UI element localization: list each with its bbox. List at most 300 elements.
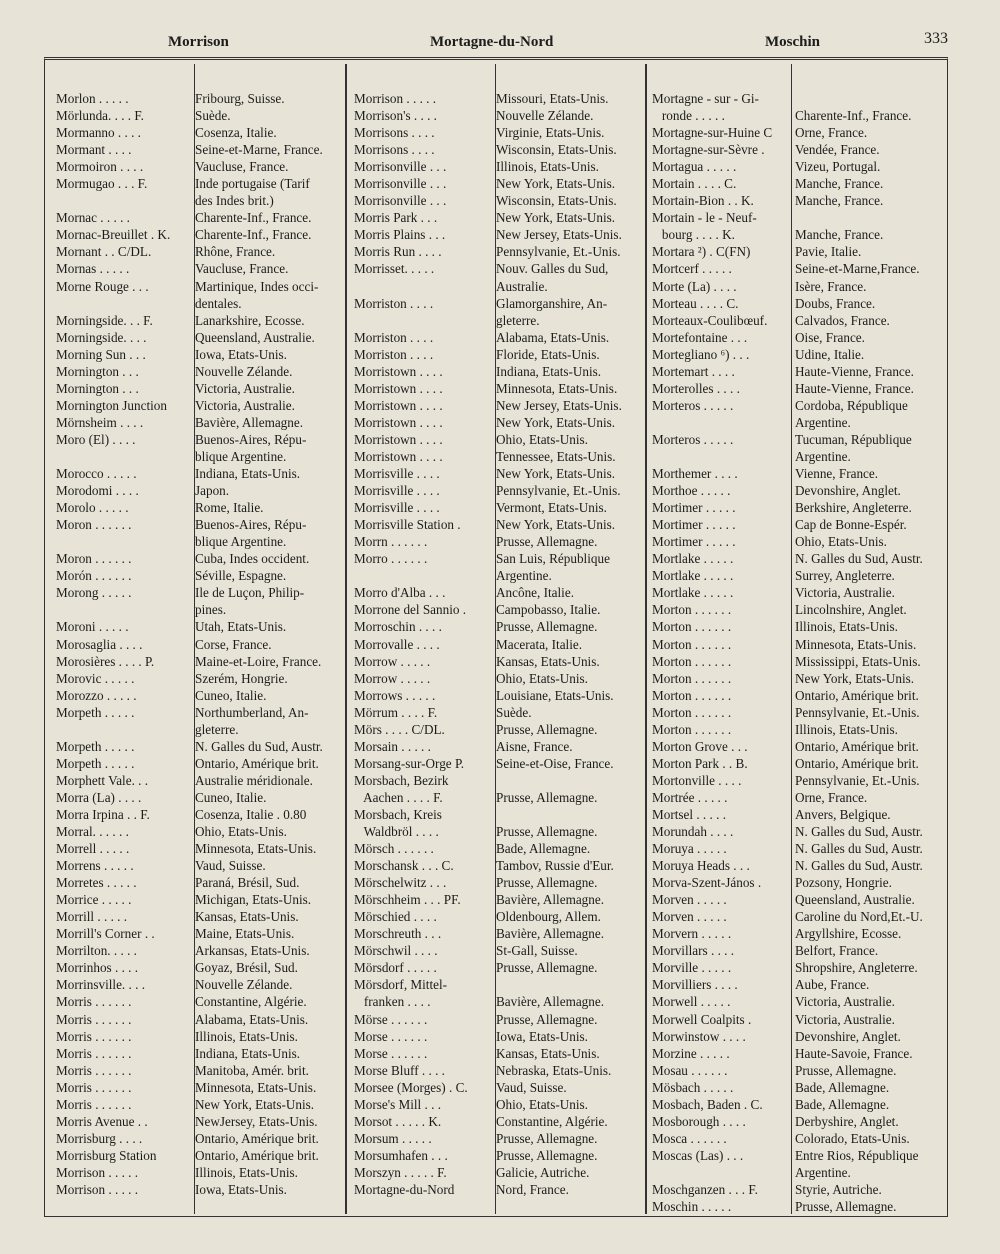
place-name [652,1164,795,1181]
place-name: Morton Park . . B. [652,755,748,771]
place-location: Prusse, Allemagne. [496,960,598,976]
place-location: Argentine. [496,568,552,584]
place-location: Caroline du Nord,Et.-U. [795,909,923,925]
list-item [56,670,344,687]
list-item [56,584,344,601]
place-location: Vaucluse, France. [195,159,289,175]
list-item [56,840,344,857]
place-location: Vienne, France. [795,466,879,482]
list-item [354,448,644,465]
place-location: Prusse, Allemagne. [496,824,598,840]
place-name [56,192,195,209]
list-item [652,124,944,141]
place-name: Aachen . . . . F. [354,789,443,805]
place-location: Szerém, Hongrie. [195,670,288,686]
place-location: Michigan, Etats-Unis. [195,892,312,908]
place-name: Mortimer . . . . . [652,517,736,533]
place-location: Nouvelle Zélande. [496,108,594,124]
place-name: Morton . . . . . . [652,721,732,737]
place-name: Moschin . . . . . [652,1199,732,1215]
list-item [652,721,944,738]
place-location: Aisne, France. [496,738,573,754]
place-location: Indiana, Etats-Unis. [496,363,602,379]
place-name: Morón . . . . . . [56,568,132,584]
place-location: Rome, Italie. [195,500,264,516]
place-location: Inde portugaise (Tarif [195,176,310,192]
list-item [652,346,944,363]
list-item [354,1181,644,1198]
place-name: Morne Rouge . . . [56,278,149,294]
list-item [652,670,944,687]
list-item [354,192,644,209]
list-item [56,397,344,414]
place-location: Australie méridionale. [195,772,313,788]
list-item [56,278,344,295]
place-name: Mörs . . . . C/DL. [354,721,445,737]
place-name: Morrell . . . . . [56,841,130,857]
place-name: Mortain - le - Neuf- [652,210,757,226]
place-location: Illinois, Etats-Unis. [795,721,898,737]
place-location [795,209,944,226]
running-head-center: Mortagne-du-Nord [430,34,554,50]
list-item [652,959,944,976]
place-location: Bavière, Allemagne. [496,892,605,908]
place-location: New York, Etats-Unis. [496,210,616,226]
place-name: Morrone del Sannio . [354,602,467,618]
place-name: Mortagne-sur-Sèvre . [652,142,765,158]
list-item [56,687,344,704]
place-name: Morvillars . . . . [652,943,735,959]
place-name: Morris Plains . . . [354,227,446,243]
place-name [56,721,195,738]
place-name: Morrisville . . . . [354,466,440,482]
place-location: Pennsylvanie, Et.-Unis. [496,483,621,499]
place-location: des Indes brit.) [195,193,274,209]
list-item [354,738,644,755]
place-name: Mortagne - sur - Gi- [652,91,759,106]
place-location: Minnesota, Etats-Unis. [496,380,618,396]
place-name: Morse's Mill . . . [354,1096,442,1112]
place-location: Kansas, Etats-Unis. [496,1045,600,1061]
place-location: Paraná, Brésil, Sud. [195,875,300,891]
place-name: Morpeth . . . . . [56,755,135,771]
place-name [652,414,795,431]
list-item [354,107,644,124]
place-location: Devonshire, Anglet. [795,483,901,499]
list-item [56,329,344,346]
list-item [56,874,344,891]
place-name: Morvern . . . . . [652,926,732,942]
place-name: Morning Sun . . . [56,346,146,362]
place-name: Morristown . . . . [354,380,443,396]
list-item [354,141,644,158]
page-number: 333 [924,30,948,47]
list-item [56,1062,344,1079]
place-name: Morrison . . . . . [56,1182,139,1197]
place-location: Tucuman, République [795,431,912,447]
place-location [496,772,644,789]
list-item [652,687,944,704]
list-item [56,823,344,840]
place-name: Mörsdorf . . . . . [354,960,437,976]
list-item [56,448,344,465]
list-item [652,789,944,806]
place-location: Doubs, France. [795,295,876,311]
place-location: Vendée, France. [795,142,880,158]
place-location: Suède. [195,108,231,124]
list-item [652,295,944,312]
place-location: New York, Etats-Unis. [496,466,616,482]
list-item [354,295,644,312]
place-name: Moroni . . . . . [56,619,129,635]
list-item [56,465,344,482]
place-name: Mortemart . . . . [652,363,735,379]
place-name: Morterolles . . . . [652,380,740,396]
place-name: Morrisset. . . . . [354,261,435,277]
place-name: Morrice . . . . . [56,892,132,908]
place-location: Australie. [496,278,548,294]
list-item [652,260,944,277]
place-location: Oldenbourg, Allem. [496,909,601,925]
place-name: Morse . . . . . . [354,1045,428,1061]
list-item [652,141,944,158]
list-item [652,993,944,1010]
place-location: Prusse, Allemagne. [496,619,598,635]
list-item [354,124,644,141]
place-name: Mortrée . . . . . [652,789,728,805]
place-name [652,448,795,465]
place-location: gleterre. [195,721,239,737]
list-item [652,567,944,584]
place-location [496,806,644,823]
place-location: Fribourg, Suisse. [195,91,285,106]
place-location: Manche, France. [795,176,884,192]
list-item [354,1045,644,1062]
place-name: Morsang-sur-Orge P. [354,755,465,771]
list-item [652,925,944,942]
place-name: Mortegliano ⁶) . . . [652,346,750,362]
list-item [354,1130,644,1147]
place-name: Mornac-Breuillet . K. [56,227,171,243]
place-location: Vaucluse, France. [195,261,289,277]
place-name: Morral. . . . . . [56,824,129,840]
place-location: Martinique, Indes occi- [195,278,319,294]
list-item [354,1028,644,1045]
list-item [56,346,344,363]
place-location: Indiana, Etats-Unis. [195,1045,301,1061]
list-item [56,925,344,942]
list-item [652,329,944,346]
list-item [354,90,644,107]
place-location: Maine, Etats-Unis. [195,926,295,942]
list-item [56,738,344,755]
list-item [652,516,944,533]
place-location: Ohio, Etats-Unis. [795,534,887,550]
place-name: Morris . . . . . . [56,1062,132,1078]
list-item [354,636,644,653]
place-name: Morrovalle . . . . [354,636,440,652]
list-item [354,857,644,874]
place-name: Morwell . . . . . [652,994,731,1010]
place-location: Haute-Savoie, France. [795,1045,913,1061]
place-name: Mortlake . . . . . [652,568,734,584]
place-location: Séville, Espagne. [195,568,287,584]
place-name [354,278,496,295]
place-location: Galicie, Autriche. [496,1164,590,1180]
list-item [652,499,944,516]
place-location: Constantine, Algérie. [195,994,307,1010]
list-item [354,1147,644,1164]
list-item [56,1164,344,1181]
place-name: Mortonville . . . . [652,772,742,788]
list-item [652,1164,944,1181]
list-item [652,1113,944,1130]
list-item [354,618,644,635]
place-name: Morriston . . . . [354,329,434,345]
list-item [56,618,344,635]
list-item [354,755,644,772]
list-item [354,260,644,277]
place-name: Mornington . . . [56,363,139,379]
list-item [354,346,644,363]
place-name: Morrisonville . . . [354,193,447,209]
place-name: Morrisburg Station [56,1147,157,1163]
place-name: Morozzo . . . . . [56,687,137,703]
place-location: New Jersey, Etats-Unis. [496,227,622,243]
list-item [652,584,944,601]
place-location: Ohio, Etats-Unis. [195,824,287,840]
place-location: Utah, Etats-Unis. [195,619,287,635]
list-item [652,976,944,993]
place-name: Morville . . . . . [652,960,732,976]
place-location: Prusse, Allemagne. [496,721,598,737]
place-location: NewJersey, Etats-Unis. [195,1113,318,1129]
list-item [56,90,344,107]
list-item [56,1130,344,1147]
list-item [56,141,344,158]
place-location: Macerata, Italie. [496,636,583,652]
place-name: Morpeth . . . . . [56,704,135,720]
place-location: Ontario, Amérique brit. [195,1130,319,1146]
list-item [354,499,644,516]
place-location: Constantine, Algérie. [496,1113,608,1129]
list-item [652,601,944,618]
list-item [652,891,944,908]
list-item [56,704,344,721]
place-location: Anvers, Belgique. [795,806,891,822]
list-item [354,397,644,414]
place-name: Morteros . . . . . [652,431,734,447]
place-location: N. Galles du Sud, Austr. [795,824,923,840]
place-name: Mormugao . . . F. [56,176,148,192]
place-location: Buenos-Aires, Répu- [195,431,307,447]
list-item [652,908,944,925]
place-location: Queensland, Australie. [195,329,315,345]
place-location: Manche, France. [795,193,884,209]
place-location: Corse, France. [195,636,272,652]
place-name: Morra (La) . . . . [56,789,142,805]
place-name: Morteros . . . . . [652,397,734,413]
place-location: Kansas, Etats-Unis. [195,909,299,925]
place-location: Bade, Allemagne. [795,1096,890,1112]
place-location: Minnesota, Etats-Unis. [795,636,917,652]
place-name: Mörschheim . . . PF. [354,892,461,908]
list-item [56,1011,344,1028]
place-name: Morton . . . . . . [652,602,732,618]
list-item [652,942,944,959]
list-item [652,1181,944,1198]
place-name: Morovic . . . . . [56,670,135,686]
place-name: Morrill's Corner . . [56,926,155,942]
place-name: Morningside. . . F. [56,312,153,328]
place-location: dentales. [195,295,242,311]
place-name: Mortain-Bion . . K. [652,193,754,209]
list-item [354,175,644,192]
place-location: Manitoba, Amér. brit. [195,1062,309,1078]
place-location: Prusse, Allemagne. [795,1199,897,1215]
list-item [652,192,944,209]
place-location: Udine, Italie. [795,346,865,362]
list-item [652,380,944,397]
place-name: Mortimer . . . . . [652,500,736,516]
place-name: Morris . . . . . . [56,994,132,1010]
place-location: Pavie, Italie. [795,244,862,260]
list-item [652,550,944,567]
place-location: Minnesota, Etats-Unis. [195,841,317,857]
column-divider [645,64,647,1214]
place-name: Morsbach, Kreis [354,806,442,822]
list-item [354,942,644,959]
place-location: Ohio, Etats-Unis. [496,670,588,686]
list-item [652,1079,944,1096]
list-item [56,1113,344,1130]
place-name: Morristown . . . . [354,363,443,379]
list-item [354,431,644,448]
list-item [56,1079,344,1096]
place-location: Bade, Allemagne. [795,1079,890,1095]
list-item [652,312,944,329]
place-location: Lanarkshire, Ecosse. [195,312,305,328]
place-name: Morrison's . . . . [354,108,437,124]
place-location: Cuneo, Italie. [195,789,267,805]
list-item [56,1028,344,1045]
list-item [56,158,344,175]
place-location: Suède. [496,704,532,720]
place-name: Morvilliers . . . . [652,977,738,993]
list-item [354,806,644,823]
place-name: Morse Bluff . . . . [354,1062,445,1078]
place-location: Ontario, Amérique brit. [195,755,319,771]
place-name: Morsbach, Bezirk [354,772,449,788]
place-location: Ontario, Amérique brit. [795,738,919,754]
place-name: Morristown . . . . [354,448,443,464]
place-name: Moscas (Las) . . . [652,1147,744,1163]
place-name: Morosaglia . . . . [56,636,143,652]
place-location: Victoria, Australie. [195,397,295,413]
place-location: Cordoba, République [795,397,908,413]
list-item [652,397,944,414]
place-location: Nouv. Galles du Sud, [496,261,609,277]
place-name: Mörsch . . . . . . [354,841,434,857]
place-name: franken . . . . [354,994,431,1010]
list-item [354,243,644,260]
place-location: Vermont, Etats-Unis. [496,500,607,516]
place-location: Entre Rios, République [795,1147,919,1163]
list-item [56,550,344,567]
place-location: Alabama, Etats-Unis. [195,1011,309,1027]
list-item [56,1096,344,1113]
list-item [652,755,944,772]
list-item [652,1028,944,1045]
list-item [56,533,344,550]
place-name: Morwinstow . . . . [652,1028,746,1044]
list-item [56,482,344,499]
list-item [354,516,644,533]
list-item [354,312,644,329]
place-name: Mornac . . . . . [56,210,130,226]
place-location: Oise, France. [795,329,865,345]
list-item [56,891,344,908]
place-location: New York, Etats-Unis. [795,670,915,686]
entry-column-2 [354,90,644,1198]
list-item [652,1198,944,1215]
list-item [354,414,644,431]
place-location: Tennessee, Etats-Unis. [496,448,616,464]
place-name: Morton . . . . . . [652,653,732,669]
place-name: Morolo . . . . . [56,500,129,516]
place-name: Morven . . . . . [652,909,727,925]
place-location: Campobasso, Italie. [496,602,601,618]
place-location: Argentine. [795,1164,851,1180]
list-item [354,1113,644,1130]
list-item [652,1096,944,1113]
place-name: Morris Park . . . [354,210,438,226]
place-location: Pennsylvanie, Et.-Unis. [795,772,920,788]
place-name [56,601,195,618]
place-location: Kansas, Etats-Unis. [496,653,600,669]
list-item [652,533,944,550]
list-item [354,380,644,397]
list-item [354,704,644,721]
place-name: Morrison . . . . . [56,1164,139,1180]
list-item [652,1011,944,1028]
list-item [652,243,944,260]
list-item [56,295,344,312]
list-item [354,584,644,601]
place-location: N. Galles du Sud, Austr. [795,551,923,567]
list-item [56,908,344,925]
place-location: Missouri, Etats-Unis. [496,91,609,106]
list-item [56,721,344,738]
place-location: Glamorganshire, An- [496,295,608,311]
place-name: Morro d'Alba . . . [354,585,446,601]
place-location: Prusse, Allemagne. [496,1147,598,1163]
place-name: Morrisville . . . . [354,500,440,516]
list-item [354,772,644,789]
list-item [354,209,644,226]
list-item [354,823,644,840]
list-item [354,1079,644,1096]
place-name: Morristown . . . . [354,414,443,430]
place-name: Morrow . . . . . [354,653,431,669]
list-item [354,925,644,942]
list-item [652,704,944,721]
list-item [56,431,344,448]
place-location: Cosenza, Italie . 0.80 [195,806,307,822]
place-name: Morris . . . . . . [56,1011,132,1027]
place-name: Morrinhos . . . . [56,960,139,976]
place-name: Morton . . . . . . [652,670,732,686]
